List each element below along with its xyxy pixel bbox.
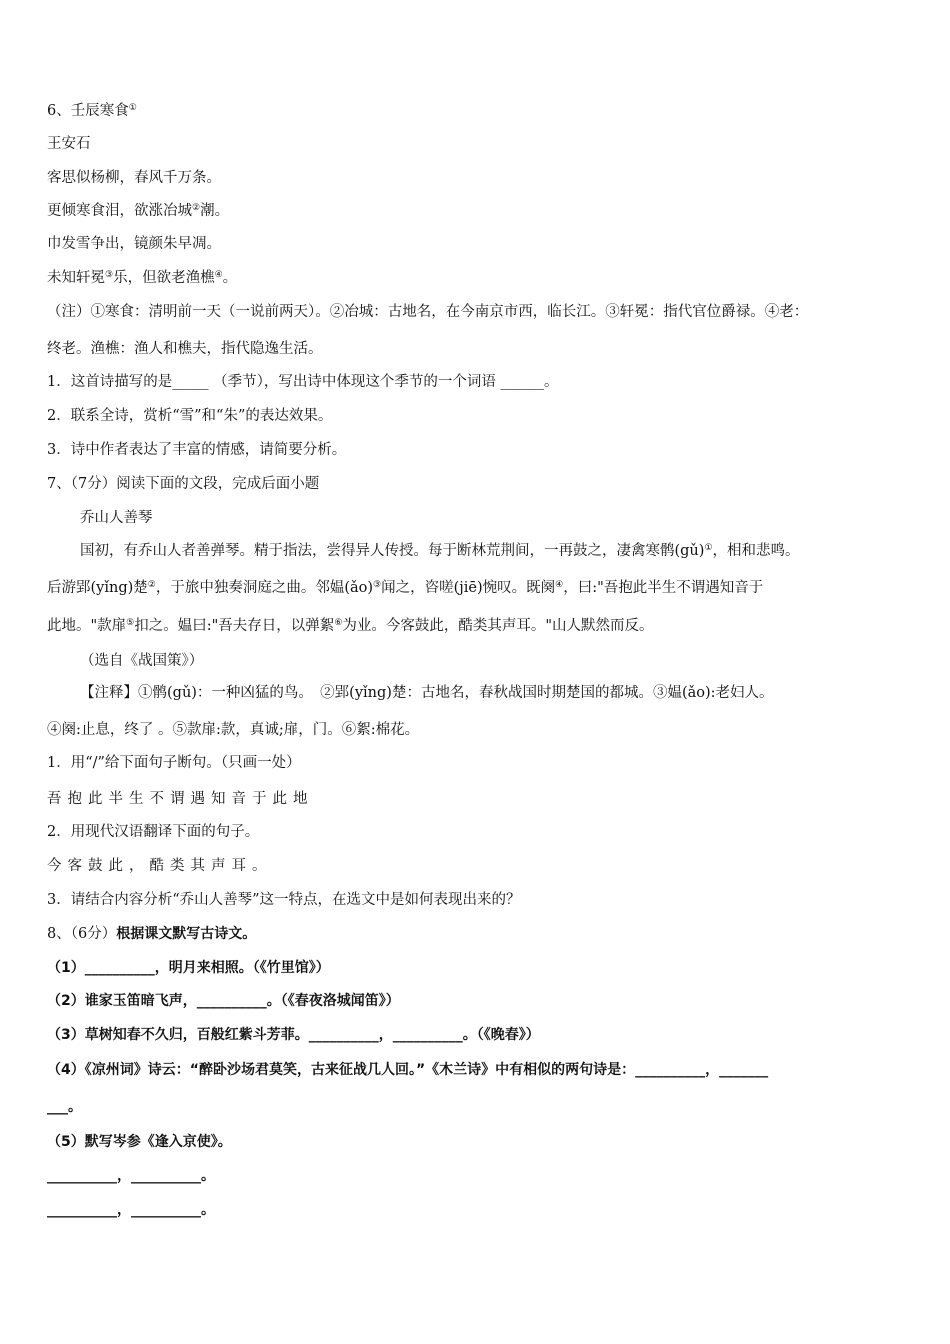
q8-header: 8、（6分）根据课文默写古诗文。 xyxy=(47,926,257,942)
poem-line-3: 巾发雪争出，镜颜朱早凋。 xyxy=(47,236,221,252)
q7-question-3: 3．请结合内容分析“乔山人善琴”这一特点，在选文中是如何表现出来的？ xyxy=(47,892,521,908)
q7-passage-line-1: 国初，有乔山人者善弹琴。精于指法，尝得异人传授。每于断林荒荆间，一再鼓之，凄禽寒鹘(gǔ)①，相和悲鸣。 xyxy=(80,543,800,559)
poem-line-1: 客思似杨柳，春风千万条。 xyxy=(47,170,221,186)
q6-question-2: 2．联系全诗，赏析“雪”和“朱”的表达效果。 xyxy=(47,408,333,424)
q6-author: 王安石 xyxy=(47,136,91,152)
q8-item-4: （4）《凉州词》诗云：“醉卧沙场君莫笑，古来征战几人回。”《木兰诗》中有相似的两句诗是：__________，_______ xyxy=(47,1062,769,1078)
q6-title: 6、壬辰寒食① xyxy=(47,103,137,119)
q7-question-1: 1．用“/”给下面句子断句。（只画一处） xyxy=(47,755,301,771)
q7-question-2-text: 今客鼓此，酷类其声耳。 xyxy=(47,858,273,874)
q7-passage-title: 乔山人善琴 xyxy=(80,510,153,526)
q8-blank-line-1: __________，__________。 xyxy=(47,1168,215,1184)
q8-item-1: （1）__________，明月来相照。（《竹里馆》） xyxy=(47,960,330,976)
q7-passage-line-2: 后游郢(yǐng)楚②，于旅中独奏洞庭之曲。邻媪(ǎo)③闻之，咨嗟(jiē)惋叹。既阕④，曰:"吾抱此半生不谓遇知音于 xyxy=(47,580,764,596)
q7-notes-line-1: 【注释】①鹘(gǔ)：一种凶猛的鸟。 ②郢(yǐng)楚：古地名，春秋战国时期楚国的都城。③媪(ǎo):老妇人。 xyxy=(80,685,774,701)
q6-note-line-1: （注）①寒食：清明前一天（一说前两天）。②冶城：古地名，在今南京市西，临长江。③轩冕：指代官位爵禄。④老： xyxy=(47,304,809,320)
q7-question-2: 2．用现代汉语翻译下面的句子。 xyxy=(47,824,260,840)
q6-note-line-2: 终老。渔樵：渔人和樵夫，指代隐逸生活。 xyxy=(47,341,323,357)
q8-item-5: （5）默写岑参《逢入京使》。 xyxy=(47,1134,232,1150)
poem-line-4: 未知轩冕③乐，但欲老渔樵④。 xyxy=(47,270,238,286)
q7-notes-line-2: ④阕:止息，终了 。⑤款扉:款，真诚;扉，门。⑥絮:棉花。 xyxy=(47,722,420,738)
q7-question-1-text: 吾抱此半生不谓遇知音于此地 xyxy=(47,791,314,807)
q7-source: （选自《战国策》） xyxy=(80,653,204,669)
q8-blank-line-2: __________，__________。 xyxy=(47,1202,215,1218)
q7-header: 7、（7分）阅读下面的文段，完成后面小题 xyxy=(47,476,320,492)
q8-item-2: （2）谁家玉笛暗飞声，__________。（《春夜洛城闻笛》） xyxy=(47,993,400,1009)
poem-line-2: 更倾寒食泪，欲涨冶城②潮。 xyxy=(47,203,230,219)
q6-question-1: 1．这首诗描写的是_____ （季节），写出诗中体现这个季节的一个词语 ______。 xyxy=(47,374,559,390)
q7-passage-line-3: 此地。"款扉⑤扣之。媪曰:"吾夫存日，以弹絮⑥为业。今客鼓此，酷类其声耳。"山人默然而反。 xyxy=(47,618,654,634)
q6-question-3: 3．诗中作者表达了丰富的情感，请简要分析。 xyxy=(47,442,347,458)
q8-item-3: （3）草树知春不久归，百般红紫斗芳菲。__________，__________。（《晚春》） xyxy=(47,1027,540,1043)
q8-item-4-continued: ___。 xyxy=(47,1099,82,1115)
